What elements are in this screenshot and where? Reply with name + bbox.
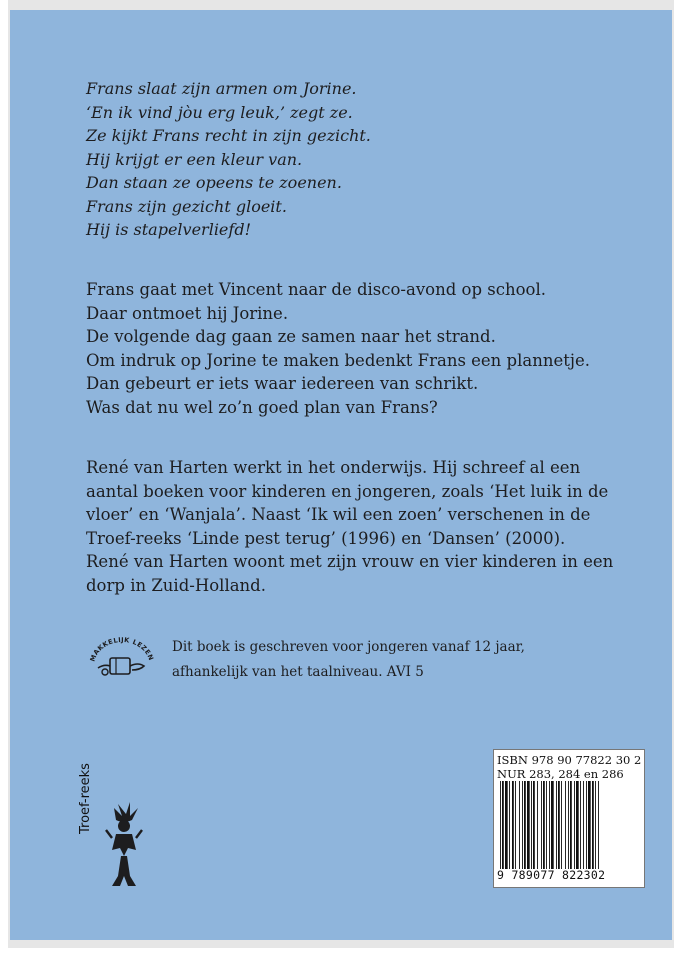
- author-line: dorp in Zuid-Holland.: [86, 575, 266, 595]
- poem-line: Ze kijkt Frans recht in zijn gezicht.: [86, 126, 371, 145]
- isbn-line: ISBN 978 90 77822 30 2: [497, 753, 642, 767]
- barcode: [500, 781, 640, 869]
- svg-text:MAKKELIJK LEZEN: MAKKELIJK LEZEN: [88, 636, 156, 663]
- nur-line: NUR 283, 284 en 286: [497, 767, 624, 781]
- summary-line: Was dat nu wel zo’n goed plan van Frans?: [86, 397, 438, 417]
- isbn-info: [497, 753, 641, 781]
- author-line: Troef-reeks ‘Linde pest terug’ (1996) en ‘Dansen’ (2000).: [86, 528, 566, 548]
- jester-logo-icon: [104, 800, 144, 896]
- summary-line: Dan gebeurt er iets waar iedereen van schrikt.: [86, 374, 479, 394]
- summary-line: Om indruk op Jorine te maken bedenkt Frans een plannetje.: [86, 350, 591, 370]
- poem-excerpt: [86, 77, 646, 242]
- summary-line: De volgende dag gaan ze samen naar het strand.: [86, 327, 496, 347]
- summary-line: Daar ontmoet hij Jorine.: [86, 303, 289, 323]
- summary-line: Frans gaat met Vincent naar de disco-avond op school.: [86, 280, 547, 299]
- poem-line: Frans zijn gezicht gloeit.: [86, 196, 287, 216]
- author-paragraph: [86, 456, 646, 598]
- author-line: aantal boeken voor kinderen en jongeren, zoals ‘Het luik in de: [86, 481, 609, 501]
- makkelijk-lezen-logo: [86, 636, 158, 680]
- series-name: Troef-reeks: [78, 763, 93, 834]
- barcode-digits: 9 789077 822302: [497, 868, 606, 882]
- poem-line: ‘En ik vind jòu erg leuk,’ zegt ze.: [86, 102, 353, 122]
- poem-line: Frans slaat zijn armen om Jorine.: [86, 79, 357, 98]
- poem-line: Hij krijgt er een kleur van.: [86, 149, 303, 169]
- poem-line: Dan staan ze opeens te zoenen.: [86, 173, 342, 192]
- author-line: vloer’ en ‘Wanjala’. Naast ‘Ik wil een zoen’ verschenen in de: [86, 505, 591, 525]
- author-line: René van Harten werkt in het onderwijs. Hij schreef al een: [86, 458, 581, 477]
- poem-line: Hij is stapelverliefd!: [86, 220, 251, 239]
- avi-info: [172, 635, 525, 685]
- avi-line: afhankelijk van het taalniveau. AVI 5: [172, 664, 424, 680]
- author-line: René van Harten woont met zijn vrouw en vier kinderen in een: [86, 552, 614, 572]
- summary-paragraph: [86, 278, 646, 420]
- avi-line: Dit boek is geschreven voor jongeren vanaf 12 jaar,: [172, 639, 525, 655]
